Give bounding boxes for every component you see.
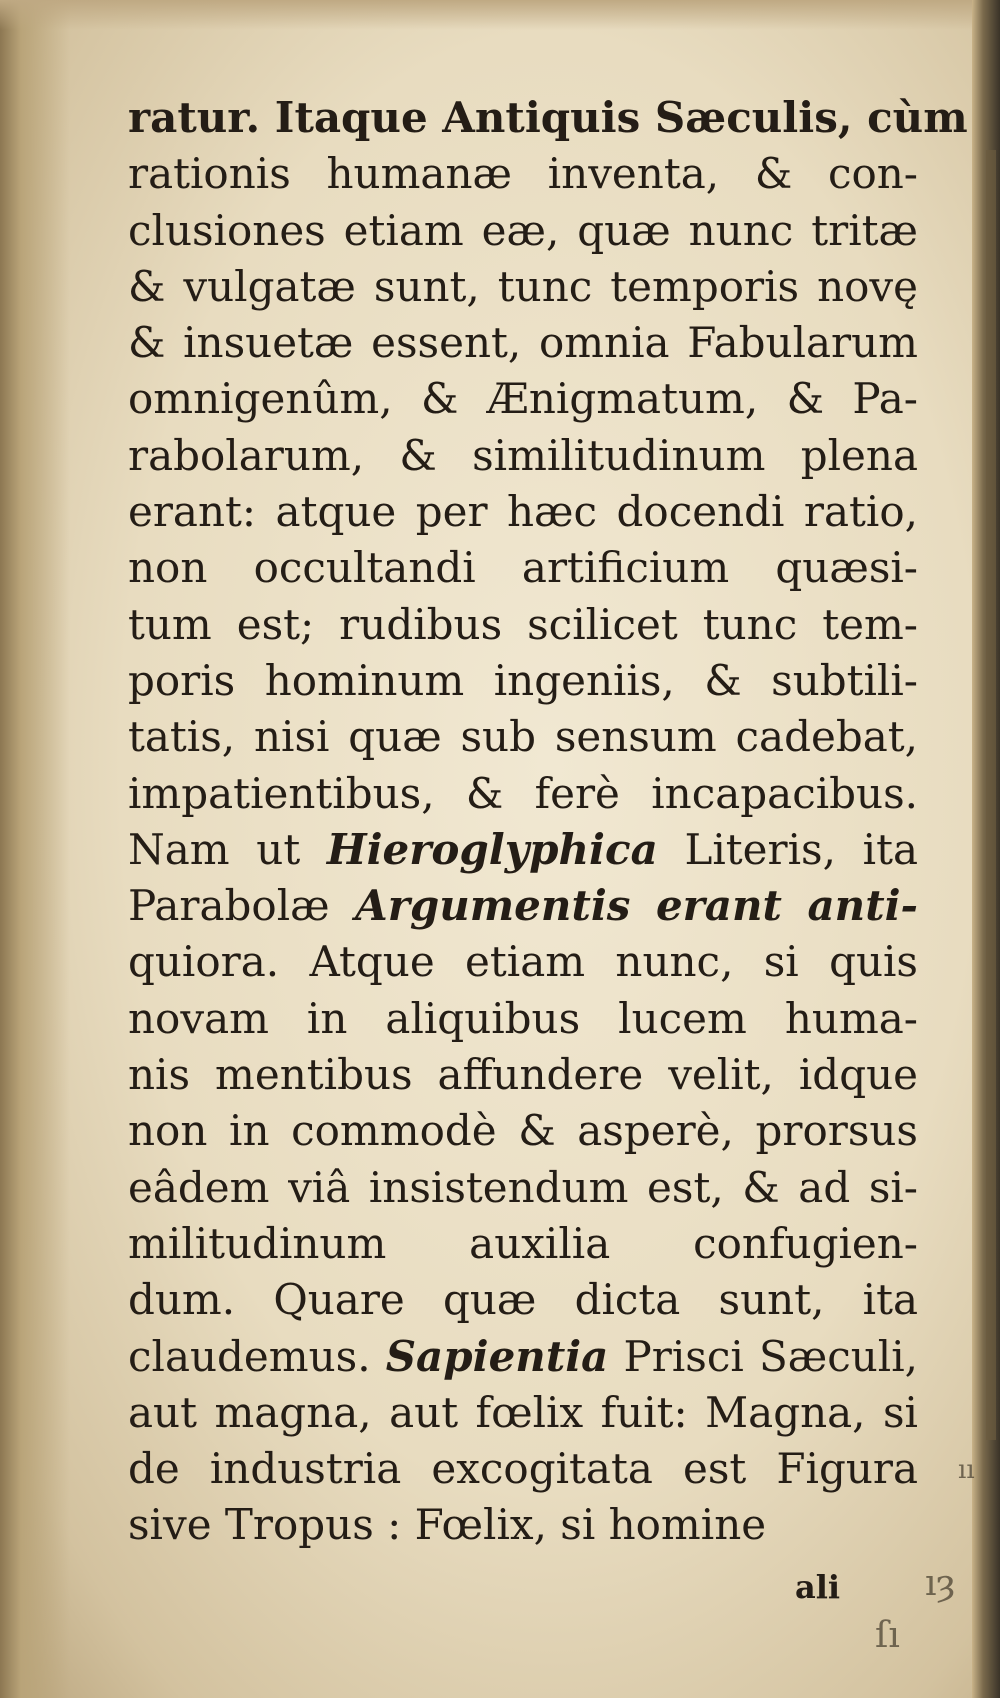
text-segment: clusiones etiam eæ, quæ nunc tritæ xyxy=(128,205,918,255)
text-segment: tum est; rudibus scilicet tunc tem- xyxy=(128,599,918,649)
text-segment: quiora. Atque etiam nunc, si quis xyxy=(128,937,918,987)
text-line xyxy=(128,1216,918,1272)
text-segment: poris hominum ingeniis, & subtili- xyxy=(128,655,918,705)
text-line xyxy=(128,540,918,596)
page-top-edge xyxy=(0,0,1000,30)
text-line xyxy=(128,1047,918,1103)
text-line xyxy=(128,1160,918,1216)
text-segment: rabolarum, & similitudinum plena xyxy=(128,430,918,480)
text-line xyxy=(128,1497,918,1553)
text-line xyxy=(128,1329,918,1385)
text-line xyxy=(128,484,918,540)
text-segment: dum. Quare quæ dicta sunt, ita xyxy=(128,1275,918,1325)
catchword: ali xyxy=(795,1568,841,1606)
text-segment: aut magna, aut fœlix fuit: Magna, si xyxy=(128,1387,918,1437)
margin-fragment: ıȝ xyxy=(925,1563,956,1604)
text-segment: novam in aliquibus lucem huma- xyxy=(128,993,918,1043)
page-gutter-shadow xyxy=(0,0,70,1698)
text-segment: de industria excogitata est Figura xyxy=(128,1444,918,1494)
text-segment: sive Tropus : Fœlix, si homine xyxy=(128,1500,767,1550)
text-segment: omnigenûm, & Ænigmatum, & Pa- xyxy=(128,374,918,424)
text-line xyxy=(128,934,918,990)
text-segment: non occultandi artificium quæsi- xyxy=(128,543,918,593)
text-line xyxy=(128,1103,918,1159)
text-segment: eâdem viâ insistendum est, & ad si- xyxy=(128,1162,918,1212)
text-line xyxy=(128,1272,918,1328)
text-line xyxy=(128,146,918,202)
text-segment: erant: atque per hæc docendi ratio, xyxy=(128,487,918,537)
italic-term: Hieroglyphica xyxy=(326,824,658,874)
text-line xyxy=(128,428,918,484)
text-segment: claudemus. xyxy=(128,1331,386,1381)
text-segment: nis mentibus affundere velit, idque xyxy=(128,1050,918,1100)
text-segment: & insuetæ essent, omnia Fabularum xyxy=(128,318,918,368)
margin-fragment: ıı xyxy=(958,1455,975,1485)
text-line xyxy=(128,766,918,822)
text-segment: non in commodè & asperè, prorsus xyxy=(128,1106,918,1156)
text-segment: ratur. Itaque Antiquis Sæculis, cùm xyxy=(128,93,968,142)
text-line xyxy=(128,878,918,934)
text-line xyxy=(128,709,918,765)
text-segment: Parabolæ xyxy=(128,881,330,931)
adjacent-page-edge xyxy=(986,150,996,1440)
text-segment: Literis, ita xyxy=(657,824,918,874)
text-segment: rationis humanæ inventa, & con- xyxy=(128,149,918,199)
italic-term: Sapientia xyxy=(385,1331,609,1381)
text-segment: tatis, nisi quæ sub sensum cadebat, xyxy=(128,712,918,762)
text-line xyxy=(128,203,918,259)
text-line xyxy=(128,822,918,878)
text-line xyxy=(128,1441,918,1497)
text-segment: & vulgatæ sunt, tunc temporis novę xyxy=(128,261,918,311)
text-line xyxy=(128,259,918,315)
text-line xyxy=(128,371,918,427)
text-line xyxy=(128,991,918,1047)
text-segment: Prisci Sæculi, xyxy=(608,1331,918,1381)
text-line xyxy=(128,1385,918,1441)
text-line xyxy=(128,597,918,653)
margin-fragment: ſı xyxy=(875,1615,900,1656)
text-segment: impatientibus, & ferè incapacibus. xyxy=(128,768,918,818)
text-segment: Nam ut xyxy=(128,824,327,874)
text-line xyxy=(128,653,918,709)
italic-term: Argumentis erant anti- xyxy=(329,881,918,931)
text-segment: militudinum auxilia confugien- xyxy=(128,1218,918,1268)
text-line xyxy=(128,90,968,146)
text-line xyxy=(128,315,918,371)
